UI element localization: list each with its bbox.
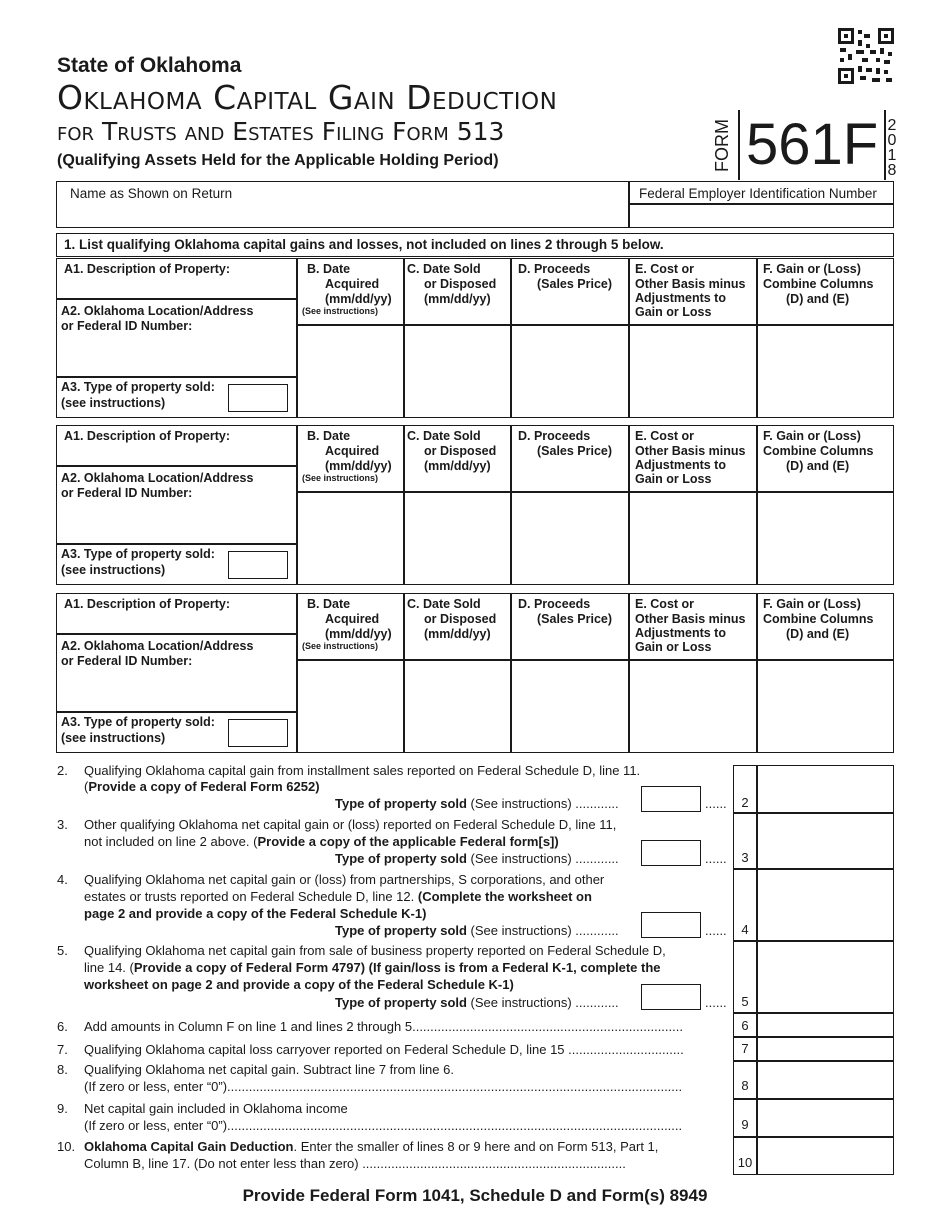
col-e-header: E. Cost or: [635, 262, 695, 276]
col-e-header-3: Adjustments to: [635, 291, 726, 305]
col-b-header-2: Acquired: [325, 277, 380, 291]
line3-text: Other qualifying Oklahoma net capital gain or (loss) reported on Federal Schedule D, line 11,: [84, 817, 617, 832]
col-d-header: D. Proceeds: [518, 262, 591, 276]
col-b-header: B. Date: [307, 429, 351, 443]
a2-label: A2. Oklahoma Location/Address: [61, 639, 254, 653]
line8-text-2: (If zero or less, enter “0”)..............................................................................................................................: [84, 1079, 683, 1094]
a3-label-2: (see instructions): [61, 731, 166, 745]
form-subtitle: for Trusts and Estates Filing Form 513: [57, 117, 505, 146]
col-e-header-2: Other Basis minus: [635, 444, 746, 458]
line7-amount-field[interactable]: [758, 1038, 892, 1059]
line4-text: Qualifying Oklahoma net capital gain or (loss) from partnerships, S corporations, and other: [84, 872, 605, 887]
col-e-header: E. Cost or: [635, 597, 695, 611]
line2-type-label: Type of property sold (See instructions) ............: [335, 796, 619, 811]
col-f-header-3: (D) and (E): [786, 459, 850, 473]
line9-text: Net capital gain included in Oklahoma income: [84, 1101, 348, 1116]
form-number: 561F: [738, 110, 886, 180]
col-c-input[interactable]: [405, 493, 508, 583]
line2-note: (Provide a copy of Federal Form 6252): [84, 779, 320, 794]
col-b-header: B. Date: [307, 597, 351, 611]
a2-label-2: or Federal ID Number:: [61, 654, 193, 668]
col-d-header-2: (Sales Price): [537, 277, 613, 291]
a3-label: A3. Type of property sold:: [61, 380, 215, 394]
line5-note-2: worksheet on page 2 and provide a copy of the Federal Schedule K-1): [84, 977, 514, 992]
col-b-note: (See instructions): [302, 641, 379, 651]
col-c-header-2: or Disposed: [424, 444, 497, 458]
line5-box-number: 5: [741, 994, 749, 1009]
line4-note: estates or trusts reported on Federal Schedule D, line 12. (Complete the worksheet on: [84, 889, 592, 904]
col-e-header-4: Gain or Loss: [635, 305, 712, 319]
name-field[interactable]: [58, 205, 626, 226]
a1-label: A1. Description of Property:: [64, 597, 230, 611]
col-f-header: F. Gain or (Loss): [763, 262, 861, 276]
line1-heading: 1. List qualifying Oklahoma capital gains and losses, not included on lines 2 through 5 below.: [64, 237, 664, 252]
line2-number: 2.: [57, 763, 68, 778]
line4-type-field[interactable]: [641, 912, 701, 938]
col-b-input[interactable]: [298, 493, 401, 583]
col-d-header-2: (Sales Price): [537, 612, 613, 626]
col-f-header: F. Gain or (Loss): [763, 429, 861, 443]
line10-amount-field[interactable]: [758, 1138, 892, 1174]
a2-location-field[interactable]: [58, 671, 294, 709]
a3-label-2: (see instructions): [61, 396, 166, 410]
line10-number: 10.: [57, 1139, 76, 1154]
col-c-header-2: or Disposed: [424, 277, 497, 291]
col-e-input[interactable]: [630, 493, 754, 583]
a3-type-field[interactable]: [228, 384, 288, 412]
line5-dots: ......: [705, 995, 727, 1010]
col-d-input[interactable]: [512, 326, 626, 416]
line6-box-number: 6: [741, 1018, 749, 1033]
col-c-header: C. Date Sold: [407, 429, 481, 443]
line9-amount-field[interactable]: [758, 1100, 892, 1135]
line4-type-label: Type of property sold (See instructions) ............: [335, 923, 619, 938]
a1-description-field[interactable]: [58, 445, 294, 464]
form-title: Oklahoma Capital Gain Deduction: [57, 78, 558, 117]
line3-type-field[interactable]: [641, 840, 701, 866]
col-b-header-2: Acquired: [325, 612, 380, 626]
col-f-input[interactable]: [758, 326, 892, 416]
line3-number: 3.: [57, 817, 68, 832]
col-c-header: C. Date Sold: [407, 597, 481, 611]
a3-type-field[interactable]: [228, 551, 288, 579]
line5-note: line 14. (Provide a copy of Federal Form 4797) (If gain/loss is from a Federal K-1, complete the: [84, 960, 661, 975]
col-b-note: (See instructions): [302, 306, 379, 316]
line10-text: Oklahoma Capital Gain Deduction. Enter the smaller of lines 8 or 9 here and on Form 513, Part 1,: [84, 1139, 659, 1154]
col-d-input[interactable]: [512, 661, 626, 751]
a2-location-field[interactable]: [58, 503, 294, 541]
line2-amount-field[interactable]: [758, 767, 892, 811]
line3-dots: ......: [705, 851, 727, 866]
a1-description-field[interactable]: [58, 278, 294, 297]
line4-amount-field[interactable]: [758, 870, 892, 939]
a3-label: A3. Type of property sold:: [61, 547, 215, 561]
col-e-header-3: Adjustments to: [635, 626, 726, 640]
col-c-header-2: or Disposed: [424, 612, 497, 626]
line8-text: Qualifying Oklahoma net capital gain. Subtract line 7 from line 6.: [84, 1062, 454, 1077]
col-d-input[interactable]: [512, 493, 626, 583]
line9-box-number: 9: [741, 1117, 749, 1132]
qr-code-icon: [838, 28, 894, 84]
line5-text: Qualifying Oklahoma net capital gain from sale of business property reported on Federal Schedule D,: [84, 943, 666, 958]
line4-note-2: page 2 and provide a copy of the Federal Schedule K-1): [84, 906, 427, 921]
line9-number: 9.: [57, 1101, 68, 1116]
a2-label: A2. Oklahoma Location/Address: [61, 471, 254, 485]
line6-text: Add amounts in Column F on line 1 and lines 2 through 5...........................................................................: [84, 1019, 683, 1034]
line2-box-number: 2: [741, 795, 749, 810]
line7-text: Qualifying Oklahoma capital loss carryover reported on Federal Schedule D, line 15 ................................: [84, 1042, 684, 1057]
line5-type-label: Type of property sold (See instructions) ............: [335, 995, 619, 1010]
a2-label: A2. Oklahoma Location/Address: [61, 304, 254, 318]
a3-label: A3. Type of property sold:: [61, 715, 215, 729]
col-c-input[interactable]: [405, 326, 508, 416]
line2-type-field[interactable]: [641, 786, 701, 812]
fein-field[interactable]: [630, 205, 892, 226]
state-name: State of Oklahoma: [57, 54, 242, 77]
a1-description-field[interactable]: [58, 613, 294, 632]
line5-number: 5.: [57, 943, 68, 958]
line3-amount-field[interactable]: [758, 814, 892, 867]
col-e-input[interactable]: [630, 661, 754, 751]
col-e-header-4: Gain or Loss: [635, 640, 712, 654]
line7-box-number: 7: [741, 1041, 749, 1056]
line2-text: Qualifying Oklahoma capital gain from installment sales reported on Federal Schedule D, line 11.: [84, 763, 641, 778]
line6-amount-field[interactable]: [758, 1014, 892, 1035]
line3-type-label: Type of property sold (See instructions) ............: [335, 851, 619, 866]
line8-box-number: 8: [741, 1078, 749, 1093]
col-f-header-3: (D) and (E): [786, 292, 850, 306]
line6-number: 6.: [57, 1019, 68, 1034]
col-b-header-2: Acquired: [325, 444, 380, 458]
col-c-header-3: (mm/dd/yy): [424, 292, 491, 306]
a2-label-2: or Federal ID Number:: [61, 486, 193, 500]
col-f-header-2: Combine Columns: [763, 612, 874, 626]
col-d-header: D. Proceeds: [518, 597, 591, 611]
col-c-header: C. Date Sold: [407, 262, 481, 276]
line4-dots: ......: [705, 923, 727, 938]
line9-text-2: (If zero or less, enter “0”)..............................................................................................................................: [84, 1118, 683, 1133]
a3-type-field[interactable]: [228, 719, 288, 747]
col-b-input[interactable]: [298, 326, 401, 416]
col-f-header: F. Gain or (Loss): [763, 597, 861, 611]
col-f-header-2: Combine Columns: [763, 444, 874, 458]
a3-label-2: (see instructions): [61, 563, 166, 577]
col-b-input[interactable]: [298, 661, 401, 751]
a2-label-2: or Federal ID Number:: [61, 319, 193, 333]
a1-label: A1. Description of Property:: [64, 262, 230, 276]
col-f-input[interactable]: [758, 493, 892, 583]
col-c-header-3: (mm/dd/yy): [424, 459, 491, 473]
form-qualifier: (Qualifying Assets Held for the Applicable Holding Period): [57, 152, 499, 169]
a1-label: A1. Description of Property:: [64, 429, 230, 443]
line5-amount-field[interactable]: [758, 942, 892, 1011]
col-f-header-2: Combine Columns: [763, 277, 874, 291]
name-label: Name as Shown on Return: [70, 186, 233, 201]
form-label: FORM: [712, 119, 732, 172]
col-e-header-2: Other Basis minus: [635, 612, 746, 626]
col-d-header-2: (Sales Price): [537, 444, 613, 458]
line7-number: 7.: [57, 1042, 68, 1057]
col-e-header-2: Other Basis minus: [635, 277, 746, 291]
col-b-header-3: (mm/dd/yy): [325, 292, 392, 306]
col-b-header-3: (mm/dd/yy): [325, 459, 392, 473]
line3-note: not included on line 2 above. (Provide a copy of the applicable Federal form[s]): [84, 834, 559, 849]
col-f-input[interactable]: [758, 661, 892, 751]
col-f-header-3: (D) and (E): [786, 627, 850, 641]
tax-year: 2 0 1 8: [887, 117, 897, 179]
col-e-header-4: Gain or Loss: [635, 472, 712, 486]
line2-dots: ......: [705, 796, 727, 811]
line4-number: 4.: [57, 872, 68, 887]
col-b-header: B. Date: [307, 262, 351, 276]
col-b-note: (See instructions): [302, 473, 379, 483]
col-e-header: E. Cost or: [635, 429, 695, 443]
col-e-input[interactable]: [630, 326, 754, 416]
line4-box-number: 4: [741, 922, 749, 937]
line8-number: 8.: [57, 1062, 68, 1077]
line5-type-field[interactable]: [641, 984, 701, 1010]
line10-box-number: 10: [737, 1155, 753, 1170]
col-c-input[interactable]: [405, 661, 508, 751]
line10-text-2: Column B, line 17. (Do not enter less than zero) .........................................................................: [84, 1156, 626, 1171]
col-d-header: D. Proceeds: [518, 429, 591, 443]
line3-box-number: 3: [741, 850, 749, 865]
a2-location-field[interactable]: [58, 336, 294, 374]
col-e-header-3: Adjustments to: [635, 458, 726, 472]
col-b-header-3: (mm/dd/yy): [325, 627, 392, 641]
footer-note: Provide Federal Form 1041, Schedule D and Form(s) 8949: [242, 1186, 708, 1205]
line8-amount-field[interactable]: [758, 1062, 892, 1097]
fein-label: Federal Employer Identification Number: [639, 186, 877, 201]
col-c-header-3: (mm/dd/yy): [424, 627, 491, 641]
